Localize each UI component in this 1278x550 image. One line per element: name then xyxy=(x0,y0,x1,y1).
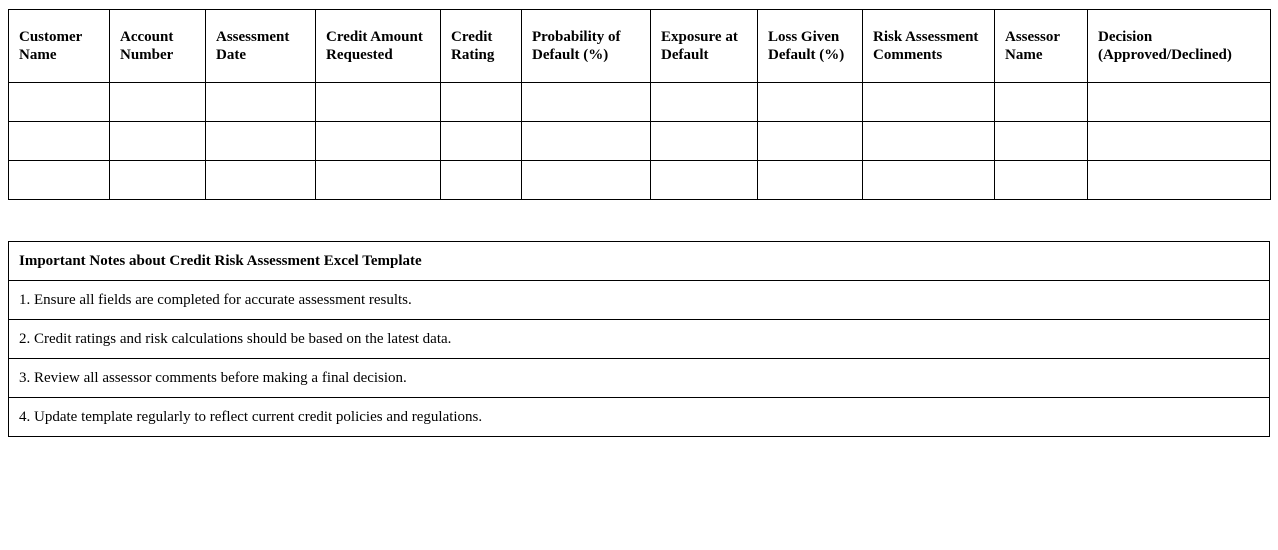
header-customer-name: Customer Name xyxy=(9,10,110,83)
table-row xyxy=(9,83,1271,122)
note-row xyxy=(9,359,1270,398)
header-probability-of-default: Probability of Default (%) xyxy=(522,10,651,83)
note-row xyxy=(9,398,1270,437)
table-cell[interactable] xyxy=(9,161,110,200)
header-account-number: Account Number xyxy=(110,10,206,83)
table-cell[interactable] xyxy=(1088,161,1271,200)
notes-title: Important Notes about Credit Risk Assessment Excel Template xyxy=(9,242,1270,281)
table-cell[interactable] xyxy=(995,83,1088,122)
table-cell[interactable] xyxy=(1088,83,1271,122)
table-cell[interactable] xyxy=(651,83,758,122)
table-cell[interactable] xyxy=(995,122,1088,161)
header-loss-given-default: Loss Given Default (%) xyxy=(758,10,863,83)
table-cell[interactable] xyxy=(758,122,863,161)
table-cell[interactable] xyxy=(316,161,441,200)
note-row xyxy=(9,281,1270,320)
table-cell[interactable] xyxy=(863,122,995,161)
note-row xyxy=(9,320,1270,359)
table-cell[interactable] xyxy=(9,122,110,161)
table-cell[interactable] xyxy=(110,83,206,122)
header-credit-amount-requested: Credit Amount Requested xyxy=(316,10,441,83)
important-notes-table xyxy=(8,241,1270,437)
table-cell[interactable] xyxy=(110,161,206,200)
note-item: 1. Ensure all fields are completed for accurate assessment results. xyxy=(9,281,1270,320)
table-cell[interactable] xyxy=(522,161,651,200)
notes-title-row xyxy=(9,242,1270,281)
header-exposure-at-default: Exposure at Default xyxy=(651,10,758,83)
table-cell[interactable] xyxy=(316,83,441,122)
table-row xyxy=(9,161,1271,200)
header-assessor-name: Assessor Name xyxy=(995,10,1088,83)
table-cell[interactable] xyxy=(441,161,522,200)
table-row xyxy=(9,122,1271,161)
credit-risk-assessment-table xyxy=(8,9,1271,200)
table-cell[interactable] xyxy=(441,122,522,161)
table-cell[interactable] xyxy=(1088,122,1271,161)
table-cell[interactable] xyxy=(9,83,110,122)
header-assessment-date: Assessment Date xyxy=(206,10,316,83)
header-risk-assessment-comments: Risk Assessment Comments xyxy=(863,10,995,83)
table-cell[interactable] xyxy=(441,83,522,122)
table-cell[interactable] xyxy=(206,122,316,161)
header-decision: Decision (Approved/Declined) xyxy=(1088,10,1271,83)
table-cell[interactable] xyxy=(995,161,1088,200)
table-cell[interactable] xyxy=(522,83,651,122)
note-item: 4. Update template regularly to reflect current credit policies and regulations. xyxy=(9,398,1270,437)
table-cell[interactable] xyxy=(651,122,758,161)
header-credit-rating: Credit Rating xyxy=(441,10,522,83)
table-cell[interactable] xyxy=(651,161,758,200)
note-item: 2. Credit ratings and risk calculations should be based on the latest data. xyxy=(9,320,1270,359)
table-cell[interactable] xyxy=(863,161,995,200)
table-cell[interactable] xyxy=(863,83,995,122)
table-cell[interactable] xyxy=(522,122,651,161)
table-cell[interactable] xyxy=(206,83,316,122)
table-cell[interactable] xyxy=(110,122,206,161)
table-cell[interactable] xyxy=(758,83,863,122)
table-header-row xyxy=(9,10,1271,83)
table-cell[interactable] xyxy=(206,161,316,200)
note-item: 3. Review all assessor comments before making a final decision. xyxy=(9,359,1270,398)
table-cell[interactable] xyxy=(316,122,441,161)
table-cell[interactable] xyxy=(758,161,863,200)
